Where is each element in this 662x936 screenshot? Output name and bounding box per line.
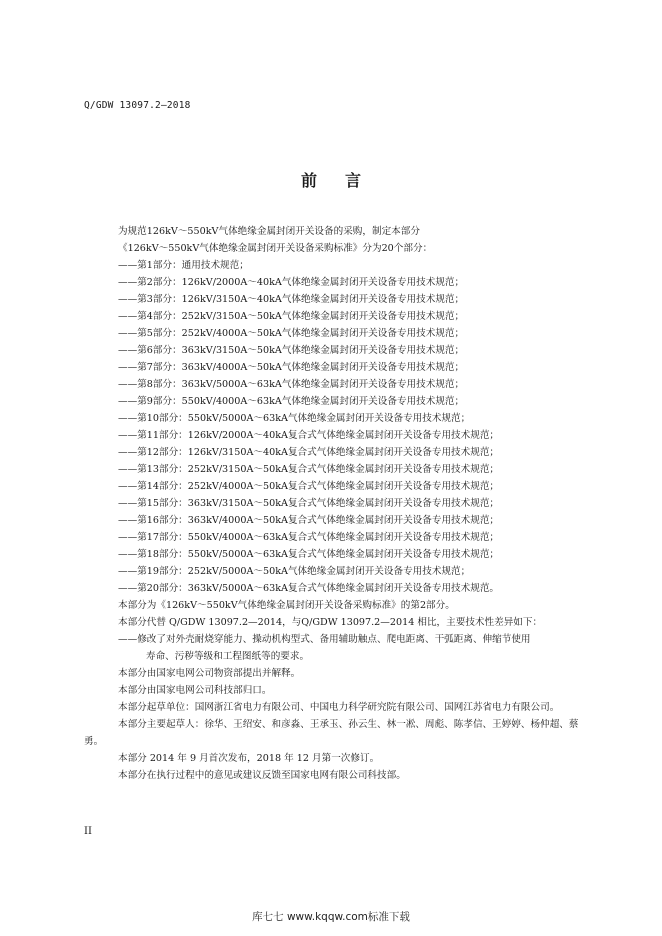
part-list-item: ——第10部分：550kV/5000A～63kA气体绝缘金属封闭开关设备专用技术规范；: [118, 413, 471, 424]
part-list-item: ——第16部分：363kV/4000A～50kA复合式气体绝缘金属封闭开关设备专用技术规范；: [118, 515, 500, 526]
parts-list: [84, 257, 584, 597]
part-list-item: ——第11部分：126kV/2000A～40kA复合式气体绝缘金属封闭开关设备专用技术规范；: [118, 430, 500, 441]
intro-line: 《126kV～550kV气体绝缘金属封闭开关设备采购标准》分为20个部分：: [118, 243, 433, 254]
part-list-item: ——第12部分：126kV/3150A～40kA复合式气体绝缘金属封闭开关设备专用技术规范；: [118, 447, 500, 458]
replaces-statement: 本部分代替 Q/GDW 13097.2—2014，与Q/GDW 13097.2—2014 相比，主要技术性差异如下：: [118, 617, 543, 628]
drafting-units: 本部分起草单位：国网浙江省电力有限公司、中国电力科学研究院有限公司、国网江苏省电力有限公司。: [118, 702, 560, 713]
this-part-statement: 本部分为《126kV～550kV气体绝缘金属封闭开关设备采购标准》的第2部分。: [118, 600, 455, 611]
title-char-left: 前: [300, 171, 317, 190]
part-list-item: ——第6部分：363kV/3150A～50kA气体绝缘金属封闭开关设备专用技术规范；: [118, 345, 465, 356]
part-list-item: ——第13部分：252kV/3150A～50kA复合式气体绝缘金属封闭开关设备专用技术规范；: [118, 464, 500, 475]
change-item-continuation: 寿命、污秽等级和工程图纸等的要求。: [146, 651, 310, 662]
proposer-statement: 本部分由国家电网公司物资部提出并解释。: [118, 668, 301, 679]
part-list-item: ——第19部分：252kV/5000A～50kA气体绝缘金属封闭开关设备专用技术规范；: [118, 566, 471, 577]
part-list-item: ——第1部分：通用技术规范；: [118, 260, 249, 271]
part-list-item: ——第17部分：550kV/4000A～63kA复合式气体绝缘金属封闭开关设备专用技术规范；: [118, 532, 500, 543]
footer-watermark: 库七七 www.kqqw.com标准下载: [252, 911, 410, 923]
part-list-item: ——第18部分：550kV/5000A～63kA复合式气体绝缘金属封闭开关设备专用技术规范；: [118, 549, 500, 560]
history-statement: 本部分 2014 年 9 月首次发布，2018 年 12 月第一次修订。: [118, 753, 380, 764]
part-list-item: ——第5部分：252kV/4000A～50kA气体绝缘金属封闭开关设备专用技术规范；: [118, 328, 465, 339]
part-list-item: ——第4部分：252kV/3150A～50kA气体绝缘金属封闭开关设备专用技术规范；: [118, 311, 465, 322]
intro-line: 为规范126kV～550kV气体绝缘金属封闭开关设备的采购，制定本部分: [118, 226, 420, 237]
part-list-item: ——第8部分：363kV/5000A～63kA气体绝缘金属封闭开关设备专用技术规范；: [118, 379, 465, 390]
page-number: II: [84, 826, 92, 837]
part-list-item: ——第20部分：363kV/5000A～63kA复合式气体绝缘金属封闭开关设备专用技术规范。: [118, 583, 500, 594]
page-title: [0, 168, 662, 191]
part-list-item: ——第15部分：363kV/3150A～50kA复合式气体绝缘金属封闭开关设备专用技术规范；: [118, 498, 500, 509]
foreword-body: [84, 223, 584, 784]
centralized-statement: 本部分由国家电网公司科技部归口。: [118, 685, 272, 696]
part-list-item: ——第14部分：252kV/4000A～50kA复合式气体绝缘金属封闭开关设备专用技术规范；: [118, 481, 500, 492]
change-item: ——修改了对外壳耐烧穿能力、操动机构型式、备用辅助触点、爬电距离、干弧距离、伸缩节使用: [118, 634, 531, 645]
part-list-item: ——第3部分：126kV/3150A～40kA气体绝缘金属封闭开关设备专用技术规范；: [118, 294, 465, 305]
part-list-item: ——第7部分：363kV/4000A～50kA气体绝缘金属封闭开关设备专用技术规范；: [118, 362, 465, 373]
title-char-right: 言: [345, 171, 362, 190]
part-list-item: ——第2部分：126kV/2000A～40kA气体绝缘金属封闭开关设备专用技术规范；: [118, 277, 465, 288]
drafters: 本部分主要起草人：徐华、王绍安、和彦淼、王承玉、孙云生、林一凇、周彪、陈孝信、王婷婷、杨仲超、蔡勇。: [84, 719, 579, 747]
document-code: Q/GDW 13097.2—2018: [84, 100, 191, 111]
feedback-statement: 本部分在执行过程中的意见或建议反馈至国家电网有限公司科技部。: [118, 770, 406, 781]
part-list-item: ——第9部分：550kV/4000A～63kA气体绝缘金属封闭开关设备专用技术规范；: [118, 396, 465, 407]
